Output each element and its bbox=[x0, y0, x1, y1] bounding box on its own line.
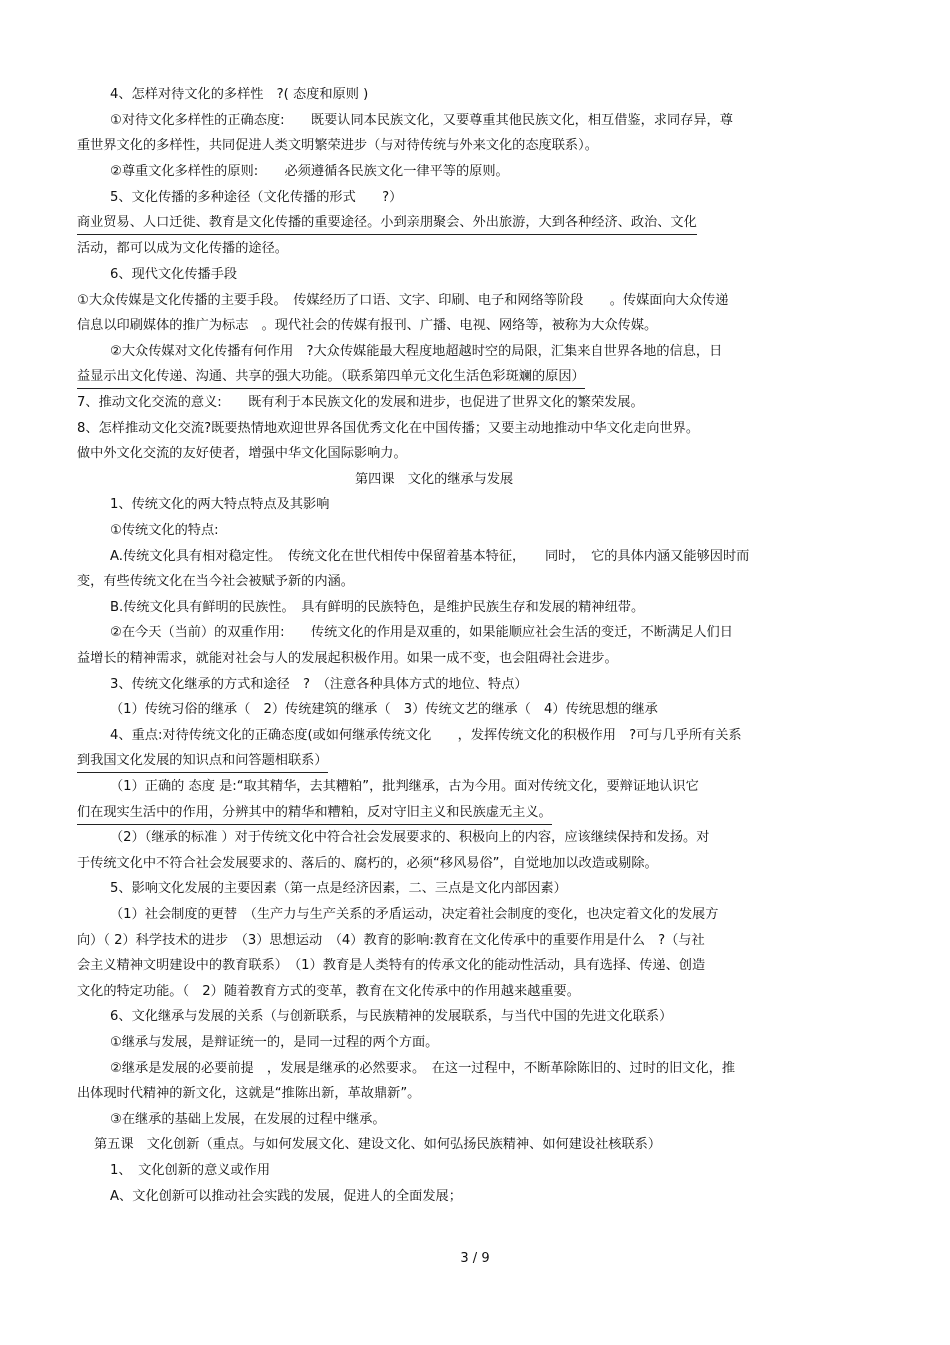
text-line: ①对待文化多样性的正确态度: 既要认同本民族文化，又要尊重其他民族文化，相互借鉴，求同存异，尊 bbox=[110, 113, 733, 128]
text-line: 于传统文化中不符合社会发展要求的、落后的、腐朽的，必须“移风易俗”，自觉地加以改造或剔除。 bbox=[77, 856, 658, 871]
text-line: 益增长的精神需求，就能对社会与人的发展起积极作用。如果一成不变，也会阻碍社会进步。 bbox=[77, 651, 618, 666]
text-line: 文化的特定功能。（ 2）随着教育方式的变革，教育在文化传承中的作用越来越重要。 bbox=[77, 984, 580, 999]
page-number: 3 / 9 bbox=[460, 1251, 490, 1266]
text-line: 们在现实生活中的作用，分辨其中的精华和糟粕，反对守旧主义和民族虚无主义。 bbox=[77, 804, 552, 825]
text-line: A、文化创新可以推动社会实践的发展，促进人的全面发展； bbox=[110, 1189, 462, 1204]
text-line: 活动，都可以成为文化传播的途径。 bbox=[77, 241, 288, 256]
text-line: ②大众传媒对文化传播有何作用 ?大众传媒能最大程度地超越时空的局限，汇集来自世界各地的信息，日 bbox=[110, 344, 723, 359]
text-line: ①传统文化的特点: bbox=[110, 523, 219, 538]
text-line: 5、影响文化发展的主要因素（第一点是经济因素，二、三点是文化内部因素） bbox=[110, 881, 567, 896]
section-heading: 第四课 文化的继承与发展 bbox=[355, 472, 514, 487]
text-line: ②继承是发展的必要前提 ，发展是继承的必然要求。 在这一过程中，不断革除陈旧的、过时的旧文化，推 bbox=[110, 1061, 736, 1076]
text-line: 3、传统文化继承的方式和途径 ? （注意各种具体方式的地位、特点） bbox=[110, 677, 528, 692]
text-line: ③在继承的基础上发展，在发展的过程中继承。 bbox=[110, 1112, 386, 1127]
text-line: 重世界文化的多样性，共同促进人类文明繁荣进步（与对待传统与外来文化的态度联系）。 bbox=[77, 138, 598, 153]
text-line: 到我国文化发展的知识点和问答题相联系） bbox=[77, 752, 328, 773]
text-line: 4、怎样对待文化的多样性 ?( 态度和原则 ) bbox=[110, 87, 369, 102]
text-line: 8、怎样推动文化交流?既要热情地欢迎世界各国优秀文化在中国传播；又要主动地推动中华文化走向世界。 bbox=[77, 421, 700, 436]
text-line: 向）（ 2）科学技术的进步 （3）思想运动 （4）教育的影响:教育在文化传承中的重要作用是什么 ?（与社 bbox=[77, 933, 705, 948]
text-line: ②在今天（当前）的双重作用: 传统文化的作用是双重的，如果能顺应社会生活的变迁，不断满足人们日 bbox=[110, 625, 733, 640]
text-line: 1、 文化创新的意义或作用 bbox=[110, 1163, 271, 1178]
text-line: 信息以印刷媒体的推广为标志 。现代社会的传媒有报刊、广播、电视、网络等，被称为大众传媒。 bbox=[77, 318, 658, 333]
text-line: （1）社会制度的更替 （生产力与生产关系的矛盾运动，决定着社会制度的变化，也决定着文化的发展方 bbox=[110, 907, 719, 922]
text-line: 会主义精神文明建设中的教育联系） （1）教育是人类特有的传承文化的能动性活动，具有选择、传递、创造 bbox=[77, 958, 706, 973]
text-line: 做中外文化交流的友好使者，增强中华文化国际影响力。 bbox=[77, 446, 407, 461]
text-line: 4、重点:对待传统文化的正确态度(或如何继承传统文化 ，发挥传统文化的积极作用 ?可与几乎所有关系 bbox=[110, 728, 742, 743]
text-line: 5、文化传播的多种途径（文化传播的形式 ?） bbox=[110, 190, 403, 205]
text-line: 变，有些传统文化在当今社会被赋予新的内涵。 bbox=[77, 574, 354, 589]
text-line: 益显示出文化传递、沟通、共享的强大功能。（联系第四单元文化生活色彩斑斓的原因） bbox=[77, 368, 585, 389]
text-line: （1）正确的 态度 是:“取其精华，去其糟粕”，批判继承，古为今用。面对传统文化，要辩证地认识它 bbox=[110, 779, 699, 794]
text-line: ①继承与发展，是辩证统一的，是同一过程的两个方面。 bbox=[110, 1035, 439, 1050]
section-heading: 第五课 文化创新（重点。与如何发展文化、建设文化、如何弘扬民族精神、如何建设社核联系） bbox=[94, 1137, 662, 1152]
text-line: 1、传统文化的两大特点特点及其影响 bbox=[110, 497, 330, 512]
text-line: ①大众传媒是文化传播的主要手段。 传媒经历了口语、文字、印刷、电子和网络等阶段 。传媒面向大众传递 bbox=[77, 293, 729, 308]
text-line: 商业贸易、人口迁徙、教育是文化传播的重要途径。小到亲朋聚会、外出旅游，大到各种经济、政治、文化 bbox=[77, 214, 697, 235]
text-line: （1）传统习俗的继承（ 2）传统建筑的继承（ 3）传统文艺的继承（ 4）传统思想的继承 bbox=[110, 702, 658, 717]
text-line: ②尊重文化多样性的原则: 必须遵循各民族文化一律平等的原则。 bbox=[110, 164, 509, 179]
text-line: 出体现时代精神的新文化，这就是“推陈出新，革故鼎新”。 bbox=[77, 1086, 421, 1101]
text-line: 7、推动文化交流的意义: 既有利于本民族文化的发展和进步，也促进了世界文化的繁荣发展。 bbox=[77, 395, 644, 410]
text-line: A.传统文化具有相对稳定性。 传统文化在世代相传中保留着基本特征， 同时， 它的具体内涵又能够因时而 bbox=[110, 549, 750, 564]
text-line: （2）（继承的标准 ）对于传统文化中符合社会发展要求的、积极向上的内容，应该继续保持和发扬。对 bbox=[110, 830, 710, 845]
text-line: 6、文化继承与发展的关系（与创新联系，与民族精神的发展联系，与当代中国的先进文化联系） bbox=[110, 1009, 673, 1024]
text-line: 6、现代文化传播手段 bbox=[110, 267, 238, 282]
text-line: B.传统文化具有鲜明的民族性。 具有鲜明的民族特色，是维护民族生存和发展的精神纽带。 bbox=[110, 600, 645, 615]
